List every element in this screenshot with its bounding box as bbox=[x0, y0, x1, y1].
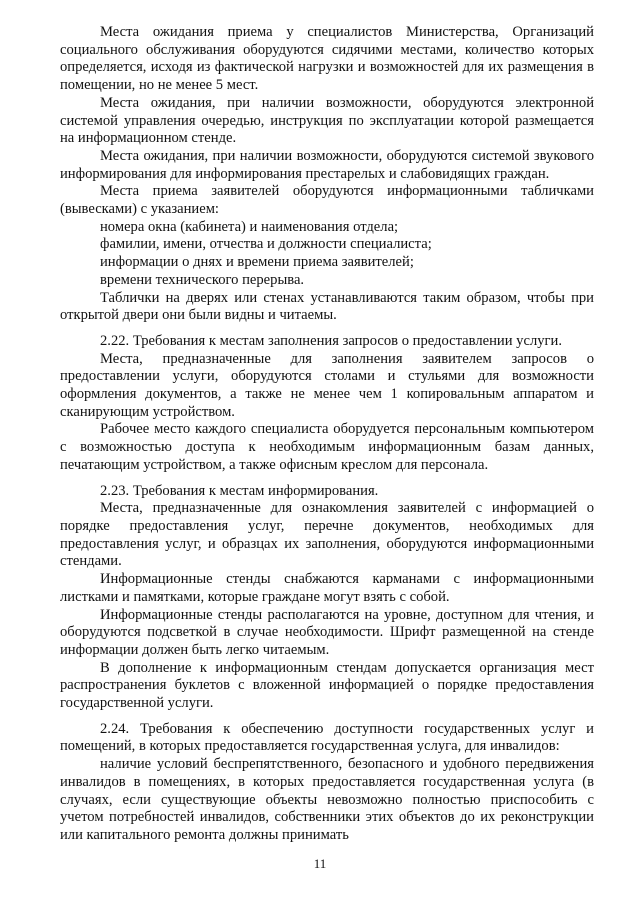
page-body bbox=[60, 24, 594, 845]
list-item: времени технического перерыва. bbox=[100, 271, 305, 288]
paragraph: Места ожидания, при наличии возможности, оборудуются электронной системой управления очередью, инструкция по эксплуатации которой размещается на информационном стенде. bbox=[60, 94, 594, 147]
page-number: 11 bbox=[313, 856, 327, 871]
paragraph: Места, предназначенные для ознакомления заявителей с информацией о порядке предоставления услуг, перечне документов, необходимых для предоставления услуг, и образцах их заполнения, оборудуются информационными стендами. bbox=[60, 500, 594, 570]
paragraph: Информационные стенды располагаются на уровне, доступном для чтения, и оборудуются подсветкой в случае необходимости. Шрифт размещенной на стенде информации должен быть легко читаемым. bbox=[60, 606, 594, 658]
paragraph: Места ожидания, при наличии возможности, оборудуются системой звукового информирования для информирования престарелых и слабовидящих граждан. bbox=[60, 147, 594, 182]
paragraph: Информационные стенды снабжаются карманами с информационными листками и памятками, которые граждане могут взять с собой. bbox=[60, 571, 594, 605]
list-item: номера окна (кабинета) и наименования отдела; bbox=[100, 218, 399, 235]
paragraph: Рабочее место каждого специалиста оборудуется персональным компьютером с возможностью доступа к необходимым информационным базам данных, печатающим устройством, а также офисным креслом для персонала. bbox=[60, 421, 594, 473]
section-heading-2-23: 2.23. Требования к местам информирования. bbox=[100, 482, 379, 499]
paragraph: Места, предназначенные для заполнения заявителем запросов о предоставлении услуги, оборудуются столами и стульями для возможности оформления документов, а также не менее чем 1 копировальным аппаратом и сканирующим устройством. bbox=[60, 350, 594, 420]
list-item: информации о днях и времени приема заявителей; bbox=[100, 254, 414, 271]
section-heading-2-24: 2.24. Требования к обеспечению доступности государственных услуг и помещений, в которых предоставляется государственная услуга, для инвалидов: bbox=[60, 720, 594, 755]
paragraph: Места ожидания приема у специалистов Министерства, Организаций социального обслуживания оборудуются сидячими местами, количество которых определяется, исходя из фактической нагрузки и возможностей для их размещения в помещении, но не менее 5 мест. bbox=[60, 24, 594, 94]
paragraph: Таблички на дверях или стенах устанавливаются таким образом, чтобы при открытой двери они были видны и читаемы. bbox=[60, 289, 594, 324]
section-heading-2-22: 2.22. Требования к местам заполнения запросов о предоставлении услуги. bbox=[100, 332, 562, 349]
paragraph: В дополнение к информационным стендам допускается организация мест распространения буклетов с вложенной информацией о порядке предоставления государственной услуги. bbox=[60, 659, 594, 712]
paragraph: наличие условий беспрепятственного, безопасного и удобного передвижения инвалидов в помещениях, в которых предоставляется государственная услуга (в случаях, если существующие объекты невозможно полностью приспособить с учетом потребностей инвалидов, собственники этих объектов до их реконструкции или капитального ремонта должны принимать bbox=[60, 756, 594, 843]
list-item: фамилии, имени, отчества и должности специалиста; bbox=[100, 236, 432, 253]
paragraph: Места приема заявителей оборудуются информационными табличками (вывесками) с указанием: bbox=[60, 183, 594, 218]
